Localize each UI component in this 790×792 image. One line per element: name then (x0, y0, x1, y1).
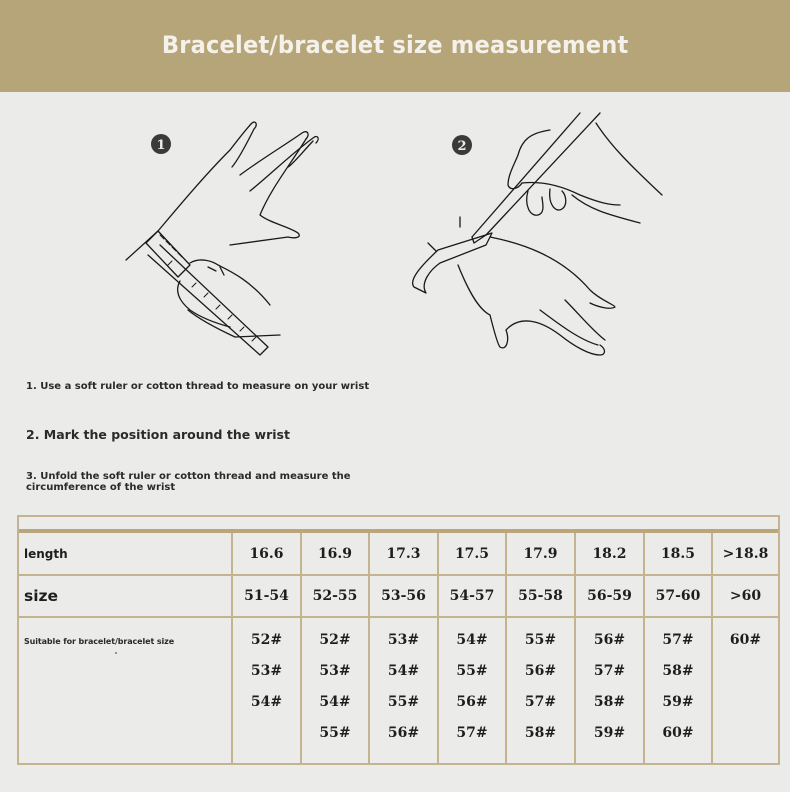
suitable-size: 54# (456, 632, 488, 648)
length-cell: >18.8 (722, 545, 769, 562)
page-header (0, 0, 790, 92)
instruction-step-1: 1. Use a soft ruler or cotton thread to measure on your wrist (26, 381, 370, 392)
step-1-badge-icon (151, 134, 171, 154)
step-2-badge-icon (452, 135, 472, 155)
size-cell: 51-54 (233, 576, 302, 616)
length-cell: 18.2 (576, 533, 645, 574)
suitable-size: 58# (593, 694, 626, 710)
suitable-size: 56# (387, 725, 420, 741)
suitable-size: 56# (593, 632, 626, 648)
suitable-cell (302, 618, 370, 763)
suitable-size: 54# (250, 694, 283, 710)
size-cell: 56-59 (576, 576, 645, 616)
suitable-size: 53# (319, 663, 351, 679)
table-top-band (19, 517, 778, 533)
size-cell: 52-55 (302, 576, 370, 616)
suitable-cell (576, 618, 645, 763)
suitable-cell (713, 618, 778, 763)
suitable-size: 53# (250, 663, 283, 679)
suitable-size: 59# (662, 694, 694, 710)
suitable-size: 55# (524, 632, 557, 648)
illustration-step-2 (400, 105, 680, 370)
suitable-size: 55# (456, 663, 488, 679)
size-cell: >60 (729, 588, 762, 604)
suitable-size: 58# (524, 725, 557, 741)
length-cell: 18.5 (645, 533, 713, 574)
suitable-size: 54# (319, 694, 351, 710)
illustration-step-1 (120, 105, 350, 370)
row-header-length: length (19, 533, 233, 574)
row-header-suitable (19, 618, 233, 763)
dot-mark (115, 652, 117, 654)
svg-text:2: 2 (457, 139, 467, 154)
suitable-size: 57# (593, 663, 626, 679)
suitable-cell (439, 618, 507, 763)
length-cell: 17.9 (507, 533, 576, 574)
length-cell: 16.9 (302, 533, 370, 574)
svg-text:1: 1 (156, 138, 166, 153)
length-cell: 17.3 (370, 533, 439, 574)
suitable-size: 59# (593, 725, 626, 741)
suitable-size: 52# (319, 632, 351, 648)
suitable-size: 55# (387, 694, 420, 710)
table-row-size (19, 576, 778, 618)
suitable-cell (370, 618, 439, 763)
suitable-size: 53# (387, 632, 420, 648)
page-title: Bracelet/bracelet size measurement (161, 31, 629, 59)
instruction-step-3: 3. Unfold the soft ruler or cotton thread and measure the circumference of the wrist (26, 471, 351, 493)
suitable-size: 54# (387, 663, 420, 679)
instruction-step-2: 2. Mark the position around the wrist (26, 427, 290, 442)
suitable-size: 56# (456, 694, 488, 710)
suitable-size: 57# (456, 725, 488, 741)
length-cell: 16.6 (233, 533, 302, 574)
suitable-size: 55# (319, 725, 351, 741)
size-cell: 53-56 (370, 576, 439, 616)
suitable-size: 60# (662, 725, 694, 741)
table-row-suitable (19, 618, 778, 763)
size-cell: 55-58 (507, 576, 576, 616)
suitable-size: 52# (250, 632, 283, 648)
row-header-size: size (19, 576, 233, 616)
suitable-cell (233, 618, 302, 763)
suitable-size: 57# (524, 694, 557, 710)
size-cell: 57-60 (645, 576, 713, 616)
table-row-length (19, 533, 778, 576)
suitable-cell (507, 618, 576, 763)
length-cell: 17.5 (439, 533, 507, 574)
suitable-size: 56# (524, 663, 557, 679)
suitable-cell (645, 618, 713, 763)
suitable-label: Suitable for bracelet/bracelet size (24, 637, 175, 646)
suitable-size: 60# (729, 632, 762, 648)
size-chart-table (17, 515, 780, 765)
suitable-size: 58# (662, 663, 694, 679)
suitable-size: 57# (662, 632, 694, 648)
size-cell: 54-57 (439, 576, 507, 616)
